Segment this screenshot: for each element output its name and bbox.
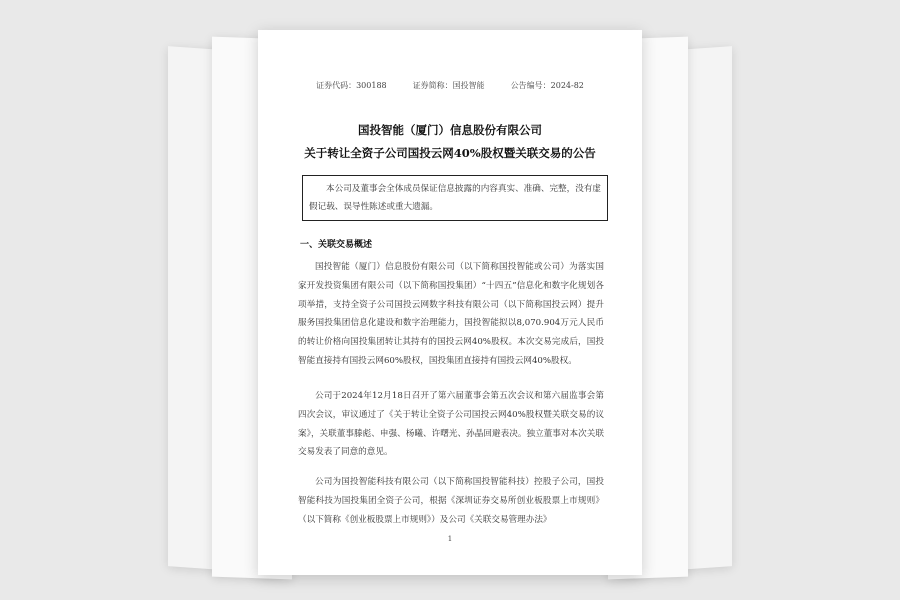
- company-name: 国投智能（厦门）信息股份有限公司: [358, 123, 542, 137]
- paragraph: 公司于2024年12月18日召开了第六届董事会第五次会议和第六届监事会第四次会议，审议通过了《关于转让全资子公司国投云网40%股权暨关联交易的议案》，关联董事滕彪、申强、杨曦、许曙光、孙晶回避表决。独立董事对本次关联交易发表了同意的意见。: [298, 391, 604, 458]
- section-title: 一、关联交易概述: [300, 240, 373, 250]
- paragraph: 国投智能（厦门）信息股份有限公司（以下简称国投智能或公司）为落实国家开发投资集团有限公司（以下简称国投集团）“十四五”信息化和数字化规划各项举措，支持全资子公司国投云网数字科技有限公司（以下简称国投云网）提升服务国投集团信息化建设和数字治理能力，国投智能拟以8,070.904万元人民币的转让价格向国投集团转让其持有的国投云网40%股权。本次交易完成后，国投智能直接持有国投云网60%股权，国投集团直接持有国投云网40%股权。: [298, 262, 604, 366]
- announcement-title: 关于转让全资子公司国投云网40%股权暨关联交易的公告: [304, 146, 596, 160]
- paragraph: 公司为国投智能科技有限公司（以下简称国投智能科技）控股子公司，国投智能科技为国投集团全资子公司，根据《深圳证券交易所创业板股票上市规则》（以下简称《创业板股票上市规则》）及公司《关联交易管理办法》: [298, 477, 604, 525]
- document-header: [258, 80, 642, 91]
- stock-abbreviation: 证券简称：国投智能: [412, 81, 485, 90]
- document-page: [258, 30, 642, 575]
- disclaimer-box: 本公司及董事会全体成员保证信息披露的内容真实、准确、完整，没有虚假记载、误导性陈述或重大遗漏。: [302, 175, 608, 221]
- announcement-number: 公告编号：2024-82: [510, 81, 584, 90]
- stock-code: 证券代码：300188: [316, 81, 387, 90]
- page-number: 1: [447, 535, 453, 543]
